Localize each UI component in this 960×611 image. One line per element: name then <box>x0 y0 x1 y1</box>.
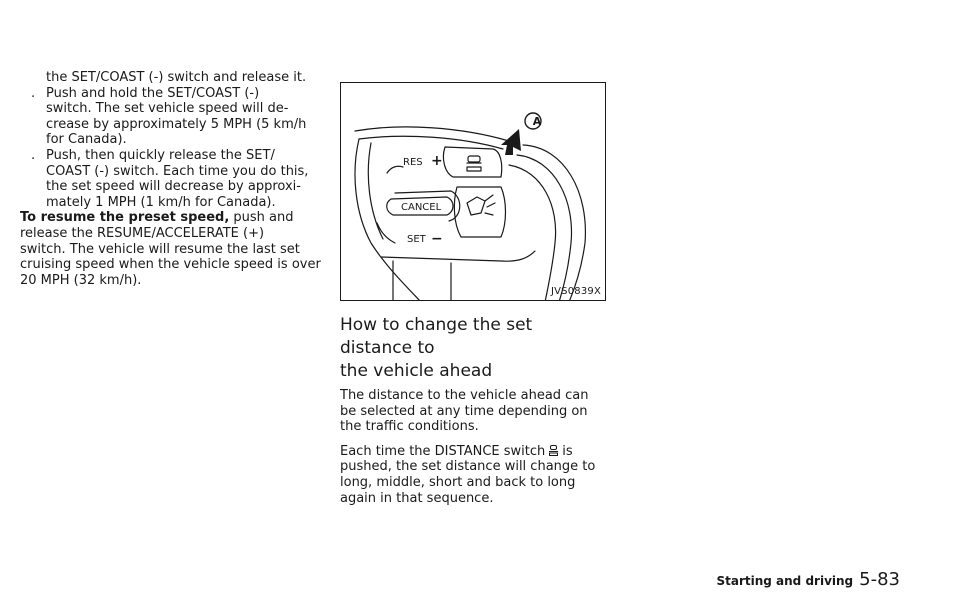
distance-switch-paragraph <box>340 444 608 506</box>
steering-switch-illustration <box>341 83 606 301</box>
resume-line: release the RESUME/ACCELERATE (+) <box>20 225 265 241</box>
res-label: RES <box>403 157 423 168</box>
callout-label: A <box>532 115 542 128</box>
bullet-marker: . <box>31 147 36 163</box>
bullet-marker: . <box>31 85 36 101</box>
bullet1-line: switch. The set vehicle speed will de- <box>46 101 289 117</box>
resume-line: push and <box>233 210 294 226</box>
left-column <box>20 70 322 288</box>
resume-bold-lead: To resume the preset speed, <box>20 210 230 226</box>
steering-switch-figure <box>340 82 606 301</box>
bullet-item <box>20 148 322 210</box>
distance-switch-icon <box>547 444 560 457</box>
set-label: SET <box>407 234 426 245</box>
resume-line: switch. The vehicle will resume the last set <box>20 241 300 257</box>
para2-rest: is pushed, the set distance will change to long, middle, short and back to long again in that sequence. <box>340 443 596 506</box>
distance-paragraph: The distance to the vehicle ahead can be selected at any time depending on the traffic conditions. <box>340 388 589 435</box>
bullet-item <box>20 86 322 148</box>
bullet1-line: crease by approximately 5 MPH (5 km/h <box>46 116 307 132</box>
bullet2-line: mately 1 MPH (1 km/h for Canada). <box>46 194 276 210</box>
para2-lead: Each time the DISTANCE switch <box>340 443 546 459</box>
bullet2-line: COAST (-) switch. Each time you do this, <box>46 163 309 179</box>
resume-paragraph-first-line <box>20 210 322 226</box>
plus-label: + <box>431 153 443 169</box>
minus-label: − <box>431 231 443 247</box>
section-heading <box>340 314 608 383</box>
resume-line: cruising speed when the vehicle speed is over <box>20 257 321 273</box>
continued-line: the SET/COAST (-) switch and release it. <box>46 70 307 85</box>
cancel-label: CANCEL <box>401 202 442 213</box>
bullet2-line: the set speed will decrease by approxi- <box>46 179 301 195</box>
bullet2-line: Push, then quickly release the SET/ <box>46 147 275 163</box>
figure-id: JVS0839X <box>550 286 601 297</box>
resume-line: 20 MPH (32 km/h). <box>20 272 142 288</box>
page-footer <box>716 569 900 590</box>
bullet1-line: Push and hold the SET/COAST (-) <box>46 85 260 101</box>
heading-line: How to change the set distance to <box>340 315 533 358</box>
bullet1-line: for Canada). <box>46 132 127 148</box>
heading-line: the vehicle ahead <box>340 361 493 381</box>
callout-arrow-icon <box>501 129 521 155</box>
right-column <box>340 314 608 515</box>
page-number: 5-83 <box>859 569 900 590</box>
footer-section-title: Starting and driving <box>716 574 854 588</box>
